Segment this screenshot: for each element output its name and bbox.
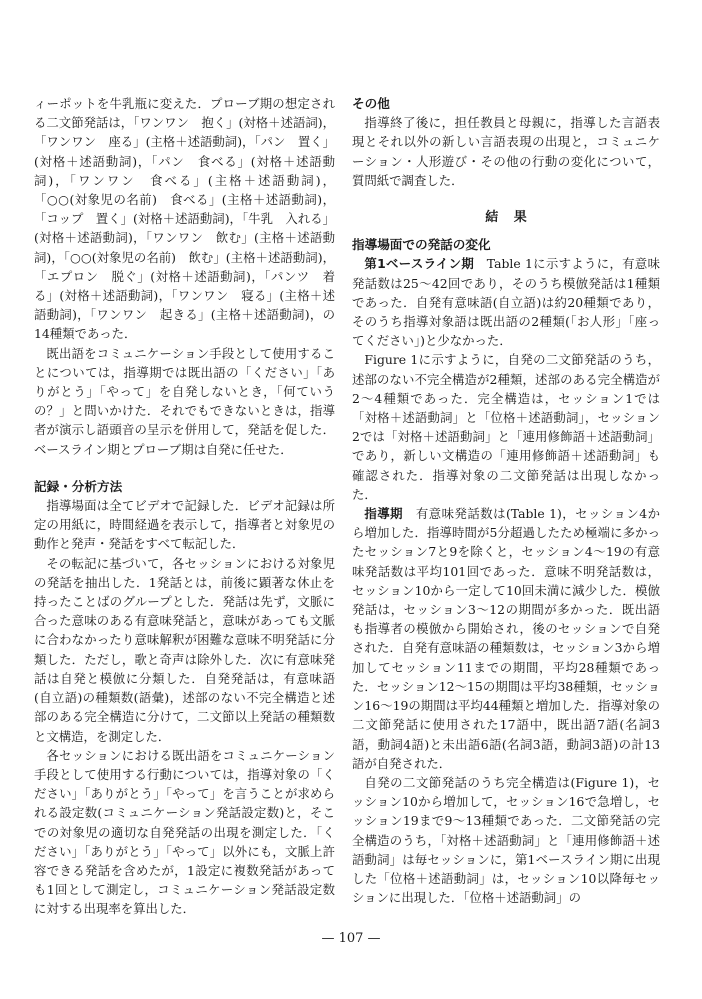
runin-heading: 指導期 [364, 506, 403, 522]
body-paragraph: 既出語をコミュニケーション手段として使用することについては，指導期では既出語の「ください」「ありがとう」「やって」を自発しないとき，「何ていうの？」と問いかけた．それでもできないときは，指導者が演示し語頭音の呈示を併用して，発話を促した．ベースライン期とプローブ期は自発に任せた． [34, 345, 335, 457]
section-heading-record: 記録・分析方法 [34, 478, 123, 494]
section-heading-other: その他 [352, 96, 390, 111]
body-paragraph: 指導終了後に，担任教員と母親に，指導した言語表現とそれ以外の新しい言語表現の出現と，コミュニケーション・人形遊び・その他の行動の変化について，質問紙で調査した． [352, 115, 660, 188]
body-paragraph: Figure 1に示すように，自発の二文節発話のうち，述部のない不完全構造が2種類，述部のある完全構造が2～4種類であった．完全構造は，セッション1では「対格＋述語動詞」と「位格＋述語動詞」，セッション2では「対格＋述語動詞」と「連用修飾語＋述語動詞」であり，新しい文構造の「連用修飾語＋述語動詞」も確認された．指導対象の二文節発話は出現しなかった． [352, 352, 660, 502]
body-paragraph: 指導場面は全てビデオで記録した．ビデオ記録は所定の用紙に，時間経過を表示して，指導者と対象児の動作と発声・発話をすべて転記した． [34, 498, 335, 552]
body-paragraph: 自発の二文節発話のうち完全構造は(Figure 1)，セッション10から増加して，セッション16で急増し，セッション19まで9～13種類であった．二文節発話の完全構造のうち，「対格＋述語動詞」と「連用修飾語＋述語動詞」は毎セッションに，第1ベースライン期に出現した「位格＋述語動詞」は，セッション10以降毎セッションに出現した．「位格＋述語動詞」の [352, 774, 660, 906]
results-heading: 結果 [485, 210, 543, 226]
body-paragraph: 各セッションにおける既出語をコミュニケーション手段として使用する行動については，指導対象の「ください」「ありがとう」「やって」を言うことが求められる設定数(コミュニケーション発話設定数)と，そこでの対象児の適切な自発発話の出現を測定した．「ください」「ありがとう」「やって」以外にも，文脈上許容できる発話を含めたが，1設定に複数発話があっても1回として測定し，コミュニケーション発話設定数に対する出現率を算出した． [34, 747, 335, 917]
body-paragraph [352, 254, 660, 350]
body-paragraph: ィーポットを牛乳瓶に変えた．プローブ期の想定される二文節発話は，「ワンワン 抱く」(対格＋述語詞)，「ワンワン 座る」(主格＋述語動詞)，「パン 置く」(対格＋述語動詞)，「パン 食べる」(対格＋述語動詞)，「ワンワン 食べる」(主格＋述語動詞)，「○○(対象児の名前) 食べる」(主格＋述語動詞)，「コップ 置く」(対格＋述語動詞)，「牛乳 入れる」(対格＋述語動詞)，「ワンワン 飲む」(主格＋述語動詞)，「○○(対象児の名前) 飲む」(主格＋述語動詞)，「エプロン 脱ぐ」(対格＋述語動詞)，「パンツ 着る」(対格＋述語動詞)，「ワンワン 寝る」(主格＋述語動詞)，「ワンワン 起きる」(主格＋述語動詞)，の14種類であった． [34, 96, 335, 342]
runin-heading: 第1ベースライン期 [364, 256, 475, 272]
body-paragraph [352, 504, 660, 773]
right-column [352, 94, 660, 907]
page-number: — 107 — [321, 931, 381, 946]
section-heading-change: 指導場面での発話の変化 [352, 237, 491, 253]
paragraph-text: 有意味発話数は(Table 1)，セッション4から増加した．指導時間が5分超過したため極端に多かったセッション7と9を除くと，セッション4～19の有意味発話数は平均101回であった．意味不明発話数は，セッション10から一定して10回未満に減少した．模倣発話は，セッション3～12の期間が多かった．既出語も指導者の模倣から開始され，後のセッションで自発された．自発有意味語の種類数は，セッション3から増加してセッション11までの期間，平均28種類であった．セッション12～15の期間は平均38種類，セッション16～19の期間は平均44種類と増加した．指導対象の二文節発話に使用された17語中，既出語7語(名詞3語，動詞4語)と未出語6語(名詞3語，動詞3語)の計13語が自発された． [352, 506, 661, 771]
paragraph-text: Table 1に示すように，有意味発話数は25～42回であり，そのうち模倣発話は1種類であった．自発有意味語(自立語)は約20種類であり，そのうち指導対象語は既出語の2種類(「お人形」「座ってください」)と少なかった． [352, 256, 660, 349]
left-column [34, 94, 335, 919]
body-paragraph: その転記に基づいて，各セッションにおける対象児の発話を抽出した．1発話とは，前後に顕著な休止を持ったことばのグループとした．発話は先ず，文脈に合った意味のある有意味発話と，意味があっても文脈に合わなかったり意味解釈が困難な意味不明発話に分類した．ただし，歌と奇声は除外した．次に有意味発話は自発と模倣に分類した．自発発話は，有意味語(自立語)の種類数(語彙)，述部のない不完全構造と述部のある完全構造に分けて，二文節以上発話の種類数と文構造，を測定した． [34, 555, 336, 744]
